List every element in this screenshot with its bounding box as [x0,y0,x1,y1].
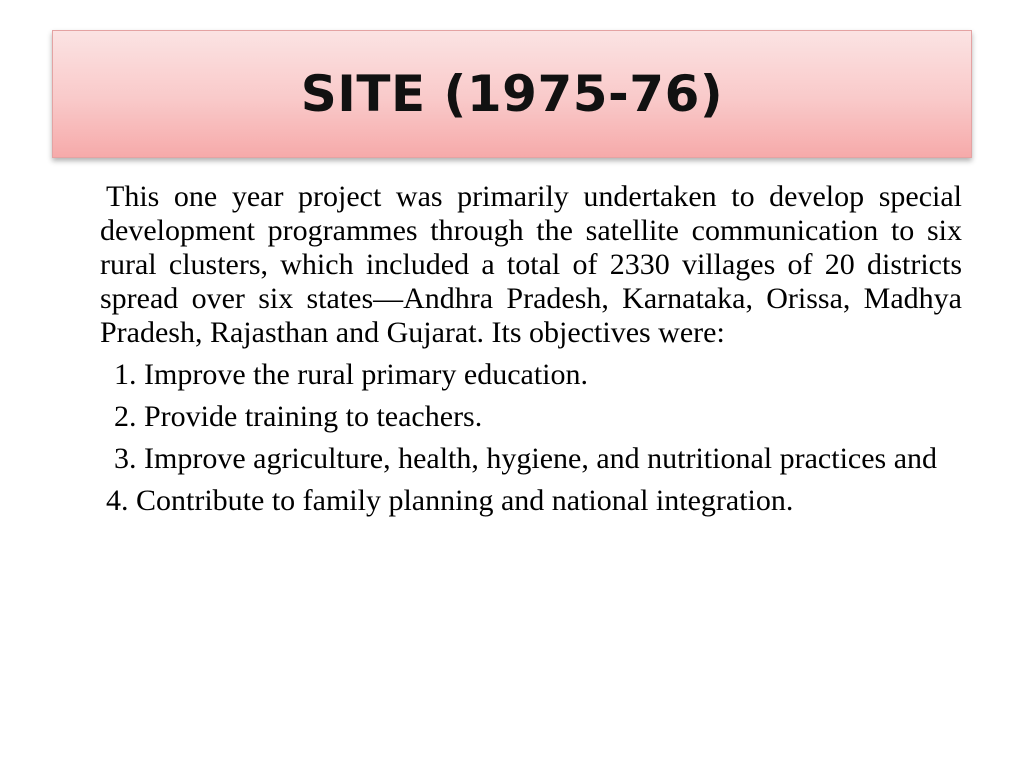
slide-title: SITE (1975-76) [300,65,724,123]
objective-item-4: 4. Contribute to family planning and national integration. [106,484,794,517]
objective-item-2: 2. Provide training to teachers. [114,400,483,433]
objective-item-3: 3. Improve agriculture, health, hygiene, and nutritional practices and [114,442,938,475]
slide-body [100,180,962,518]
intro-paragraph: This one year project was primarily undertaken to develop special development programmes through the satellite communication to six rural clusters, which included a total of 2330 villages of 20 districts spread over six states—Andhra Pradesh, Karnataka, Orissa, Madhya Pradesh, Rajasthan and Gujarat. Its objectives were: [100,180,962,349]
objective-item-1: 1. Improve the rural primary education. [114,358,588,391]
title-banner [52,30,972,158]
